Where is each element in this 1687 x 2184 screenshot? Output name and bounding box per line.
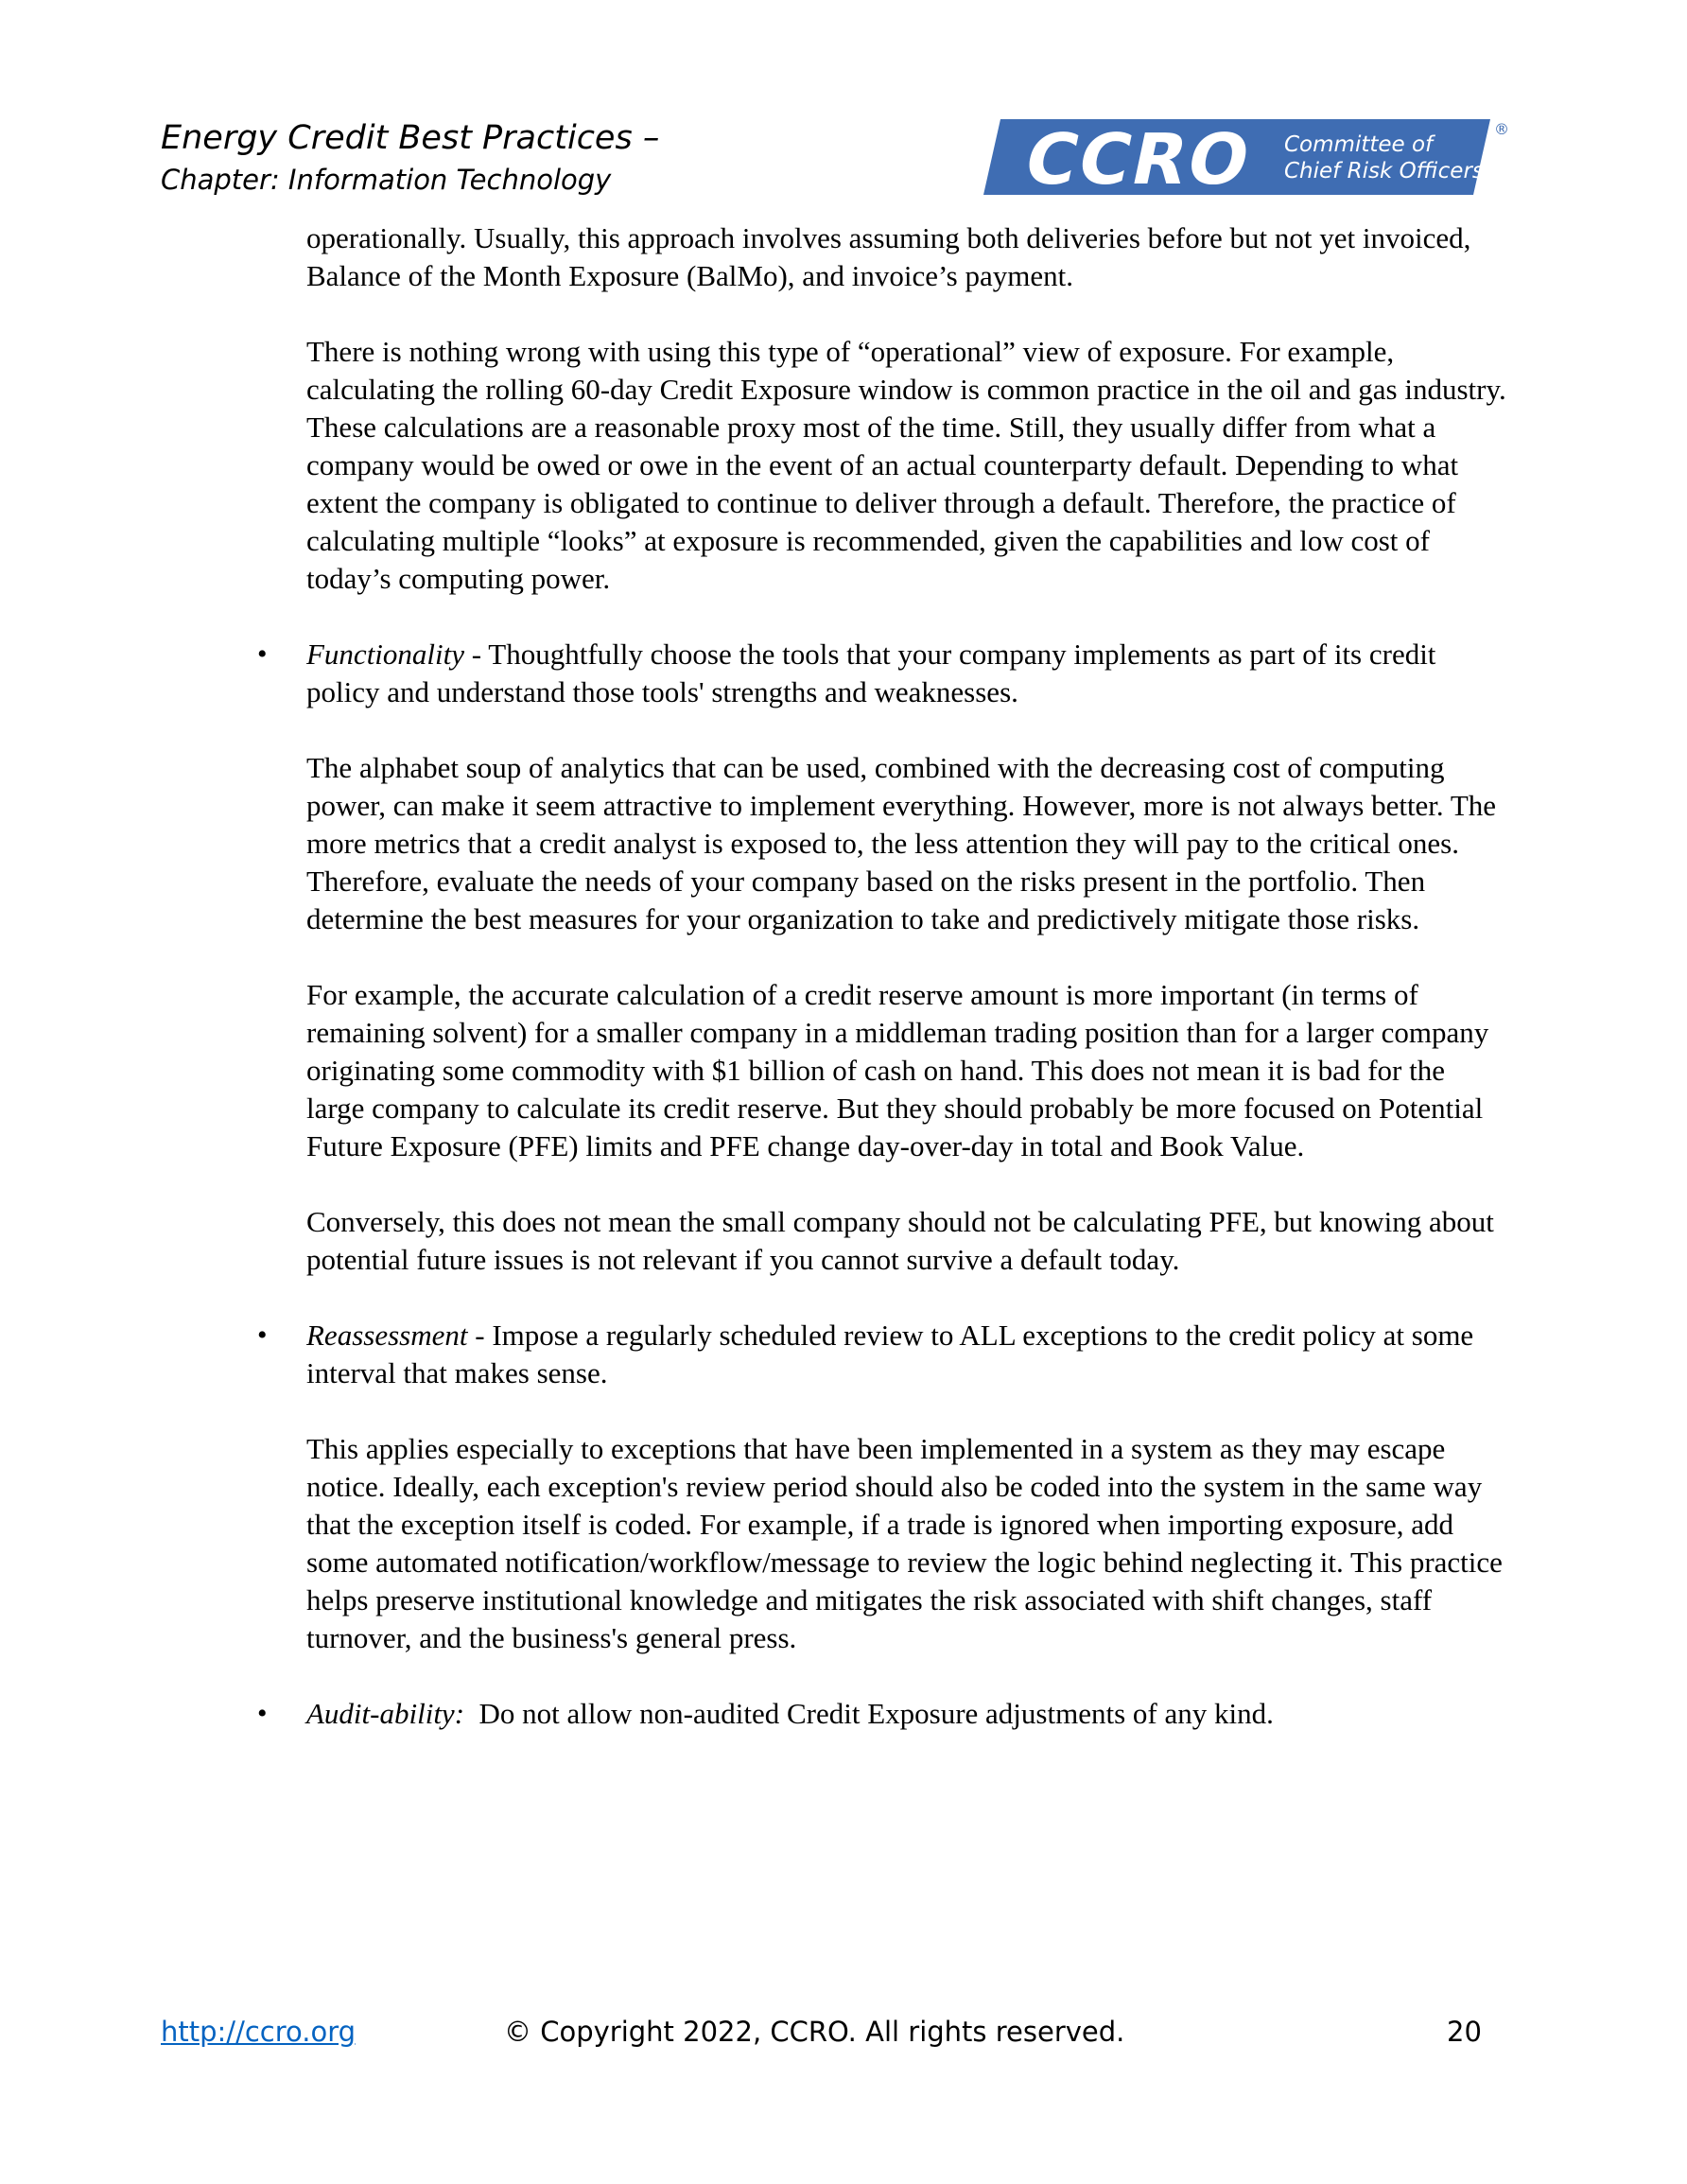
intro-section: [306, 219, 1507, 598]
bullet-separator: -: [464, 638, 489, 671]
bullet-lead: [306, 636, 1507, 711]
bullet-lead-text: Do not allow non-audited Credit Exposure adjustments of any kind.: [478, 1697, 1274, 1730]
bullet-term: Functionality: [306, 638, 465, 671]
body-paragraph: The alphabet soup of analytics that can be used, combined with the decreasing cost of computing power, can make it seem attractive to implement everything. However, more is not always better. The more metrics that a credit analyst is exposed to, the less attention they will pay to the critical ones. Therefore, evaluate the needs of your company based on the risks present in the portfolio. Then determine the best measures for your organization to take and predictively mitigate those risks.: [306, 751, 1497, 935]
bullet-lead: [306, 1317, 1507, 1392]
ccro-logo: [983, 114, 1513, 201]
page-number: 20: [1447, 2016, 1482, 2048]
bullet-term: Audit-ability:: [306, 1697, 465, 1730]
body-paragraph: For example, the accurate calculation of a credit reserve amount is more important (in terms of remaining solvent) for a smaller company in a middleman trading position than for a larger company originating some commodity with $1 billion of cash on hand. This does not mean it is bad for the large company to calculate its credit reserve. But they should probably be more focused on Potential Future Exposure (PFE) limits and PFE change day-over-day in total and Book Value.: [306, 978, 1489, 1162]
bullet-lead-text: Thoughtfully choose the tools that your company implements as part of its credit policy and understand those tools' strengths and weaknesses.: [306, 638, 1436, 708]
copyright-notice: © Copyright 2022, CCRO. All rights reserved.: [504, 2016, 1125, 2048]
bullet-lead: [306, 1695, 1507, 1733]
document-title: Energy Credit Best Practices –: [161, 119, 660, 157]
ccro-logo-graphic: [983, 114, 1513, 201]
body-paragraph: There is nothing wrong with using this type of “operational” view of exposure. For example, calculating the rolling 60-day Credit Exposure window is common practice in the oil and gas industry. These calculations are a reasonable proxy most of the time. Still, they usually differ from what a company would be owed or owe in the event of an actual counterparty default. Depending to what extent the company is obligated to continue to deliver through a default. Therefore, the practice of calculating multiple “looks” at exposure is recommended, given the capabilities and low cost of today’s computing power.: [306, 335, 1506, 595]
bullet-term: Reassessment: [306, 1319, 468, 1352]
registered-mark: ®: [1494, 120, 1509, 138]
logo-wordmark: CCRO: [1017, 118, 1260, 201]
bullet-dot-icon: •: [257, 638, 268, 670]
bullet-dot-icon: •: [257, 1319, 268, 1351]
bullet-item: [257, 1695, 1507, 1733]
bullet-separator: -: [467, 1319, 493, 1352]
body-paragraph: operationally. Usually, this approach involves assuming both deliveries before but not yet invoiced, Balance of the Month Exposure (BalMo), and invoice’s payment.: [306, 221, 1471, 292]
logo-committee-text: Committee of: [1284, 132, 1434, 157]
bullet-separator: [464, 1697, 479, 1730]
body-paragraph: This applies especially to exceptions that have been implemented in a system as they may escape notice. Ideally, each exception's review period should also be coded into the system in the same way that the exception itself is coded. For example, if a trade is ignored when importing exposure, add some automated notification/workflow/message to review the logic behind neglecting it. This practice helps preserve institutional knowledge and mitigates the risk associated with shift changes, staff turnover, and the business's general press.: [306, 1432, 1503, 1654]
page-body: [257, 219, 1507, 1771]
logo-chief-risk-text: Chief Risk Officers: [1284, 159, 1484, 183]
page-footer: [0, 2013, 1687, 2060]
bullet-list: [257, 636, 1507, 1733]
chapter-subtitle: Chapter: Information Technology: [161, 164, 612, 196]
bullet-dot-icon: •: [257, 1698, 268, 1729]
page-header: [0, 0, 1687, 218]
bullet-item: [257, 1317, 1507, 1392]
bullet-lead-text: Impose a regularly scheduled review to ALL exceptions to the credit policy at some interval that makes sense.: [306, 1319, 1474, 1389]
ccro-website-link[interactable]: http://ccro.org: [161, 2016, 357, 2048]
body-paragraph: Conversely, this does not mean the small company should not be calculating PFE, but knowing about potential future issues is not relevant if you cannot survive a default today.: [306, 1205, 1494, 1276]
bullet-item: [257, 636, 1507, 711]
